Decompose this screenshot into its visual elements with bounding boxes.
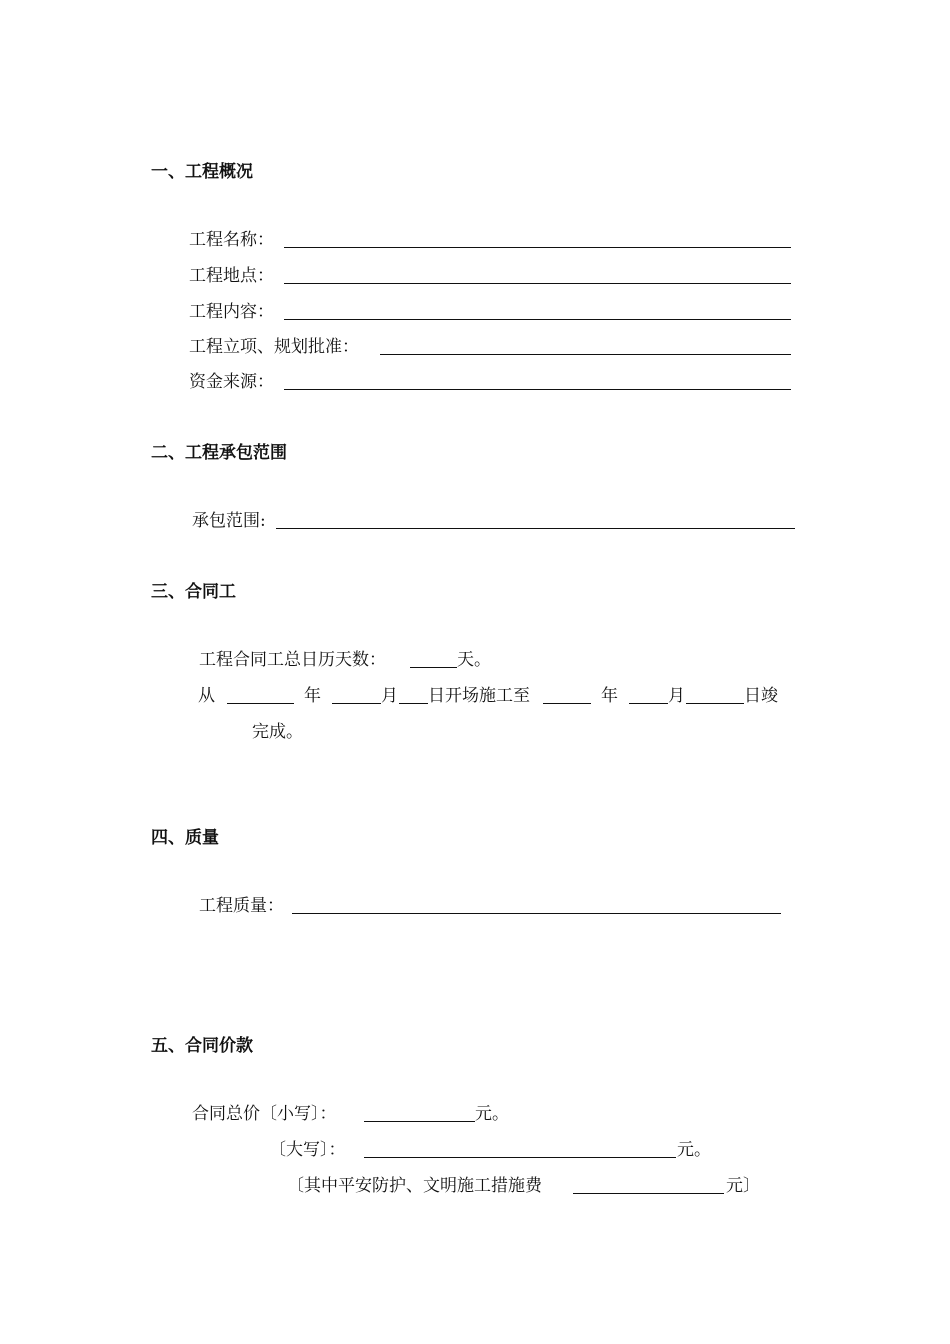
section-heading-quality: 四、质量	[151, 828, 219, 848]
from-text: 从	[198, 686, 215, 706]
start-month-text: 月	[381, 686, 398, 706]
total-price-lower-unit: 元。	[475, 1104, 509, 1124]
end-work-text: 日竣	[744, 686, 778, 706]
section-heading-contract-price: 五、合同价款	[151, 1036, 253, 1056]
end-year-text: 年	[601, 686, 618, 706]
section-heading-scope: 二、工程承包范围	[151, 443, 287, 463]
total-price-upper-unit: 元。	[677, 1140, 711, 1160]
funding-source-label: 资金来源：	[189, 372, 274, 392]
section-heading-contract-period: 三、合同工	[151, 582, 236, 602]
safety-fee-unit: 元〕	[726, 1176, 760, 1196]
funding-source-field[interactable]	[284, 389, 791, 390]
end-day-field[interactable]	[686, 703, 744, 704]
start-month-field[interactable]	[332, 703, 381, 704]
days-unit: 天。	[457, 650, 491, 670]
end-year-field[interactable]	[543, 703, 591, 704]
approval-label: 工程立项、规划批准：	[189, 337, 359, 357]
quality-label: 工程质量：	[199, 896, 284, 916]
start-year-field[interactable]	[227, 703, 294, 704]
safety-fee-label: 〔其中平安防护、文明施工措施费	[287, 1176, 542, 1196]
start-day-field[interactable]	[399, 703, 428, 704]
start-work-text: 日开场施工至	[428, 686, 530, 706]
project-content-field[interactable]	[284, 319, 791, 320]
total-price-upper-label: 〔大写〕：	[269, 1140, 346, 1160]
quality-field[interactable]	[292, 913, 781, 914]
project-location-label: 工程地点：	[189, 266, 274, 286]
total-price-lower-field[interactable]	[364, 1121, 475, 1122]
project-name-label: 工程名称：	[189, 230, 274, 250]
total-price-lower-label: 合同总价〔小写〕：	[192, 1104, 337, 1124]
total-days-field[interactable]	[410, 667, 457, 668]
approval-field[interactable]	[380, 354, 791, 355]
safety-fee-field[interactable]	[573, 1193, 724, 1194]
end-month-field[interactable]	[629, 703, 668, 704]
scope-label: 承包范围:	[192, 511, 266, 531]
section-heading-overview: 一、工程概况	[151, 162, 253, 182]
total-days-label: 工程合同工总日历天数：	[199, 650, 386, 670]
scope-field[interactable]	[276, 528, 795, 529]
project-content-label: 工程内容：	[189, 302, 274, 322]
end-month-text: 月	[668, 686, 685, 706]
project-location-field[interactable]	[284, 283, 791, 284]
total-price-upper-field[interactable]	[364, 1157, 676, 1158]
completion-text: 完成。	[252, 722, 303, 742]
start-year-text: 年	[304, 686, 321, 706]
project-name-field[interactable]	[284, 247, 791, 248]
